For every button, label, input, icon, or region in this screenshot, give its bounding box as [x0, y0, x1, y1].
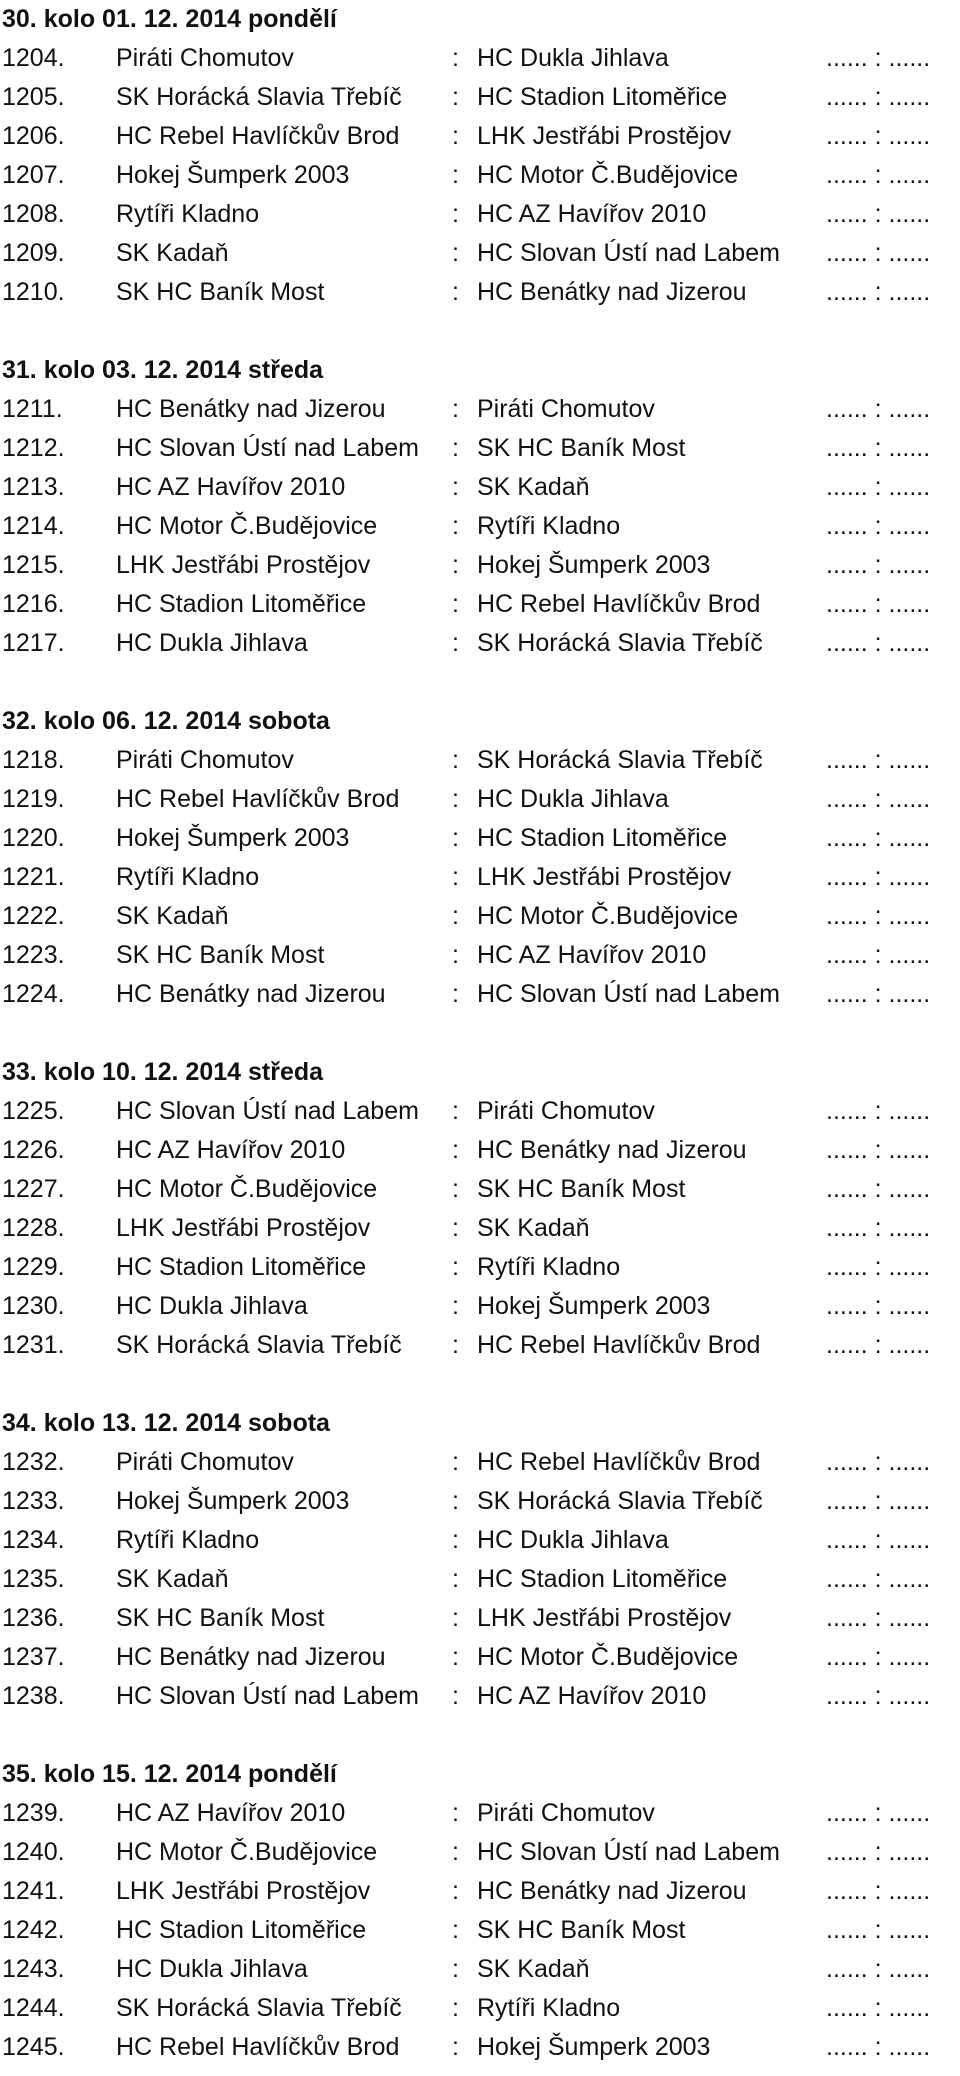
- away-team: LHK Jestřábi Prostějov: [477, 863, 732, 891]
- team-separator: :: [452, 1526, 459, 1554]
- team-separator: :: [452, 512, 459, 540]
- score-placeholder: ...... : ......: [826, 1448, 931, 1476]
- team-separator: :: [452, 1604, 459, 1632]
- home-team: HC AZ Havířov 2010: [116, 1799, 346, 1827]
- match-number: 1233.: [2, 1487, 65, 1515]
- score-placeholder: ...... : ......: [826, 44, 931, 72]
- match-row: [0, 1677, 960, 1716]
- score-placeholder: ...... : ......: [826, 200, 931, 228]
- home-team: SK HC Baník Most: [116, 1604, 325, 1632]
- away-team: Piráti Chomutov: [477, 395, 655, 423]
- match-number: 1220.: [2, 824, 65, 852]
- match-number: 1238.: [2, 1682, 65, 1710]
- match-row: [0, 1248, 960, 1287]
- team-separator: :: [452, 278, 459, 306]
- home-team: HC Dukla Jihlava: [116, 1292, 308, 1320]
- match-row: [0, 234, 960, 273]
- away-team: Hokej Šumperk 2003: [477, 551, 711, 579]
- match-row: [0, 1209, 960, 1248]
- score-placeholder: ...... : ......: [826, 863, 931, 891]
- match-number: 1218.: [2, 746, 65, 774]
- home-team: SK HC Baník Most: [116, 278, 325, 306]
- away-team: HC AZ Havířov 2010: [477, 200, 707, 228]
- home-team: HC Dukla Jihlava: [116, 1955, 308, 1983]
- home-team: HC Rebel Havlíčkův Brod: [116, 122, 400, 150]
- home-team: HC Motor Č.Budějovice: [116, 1175, 378, 1203]
- away-team: HC Dukla Jihlava: [477, 785, 669, 813]
- away-team: Hokej Šumperk 2003: [477, 2033, 711, 2061]
- round-header: 34. kolo 13. 12. 2014 sobota: [2, 1409, 330, 1437]
- home-team: HC Stadion Litoměřice: [116, 1253, 367, 1281]
- match-row: [0, 2028, 960, 2067]
- round-spacer: [0, 663, 960, 702]
- match-row: [0, 117, 960, 156]
- home-team: Hokej Šumperk 2003: [116, 161, 350, 189]
- home-team: Piráti Chomutov: [116, 746, 294, 774]
- away-team: SK Kadaň: [477, 1214, 590, 1242]
- team-separator: :: [452, 161, 459, 189]
- score-placeholder: ...... : ......: [826, 1175, 931, 1203]
- score-placeholder: ...... : ......: [826, 434, 931, 462]
- home-team: Hokej Šumperk 2003: [116, 824, 350, 852]
- score-placeholder: ...... : ......: [826, 1955, 931, 1983]
- team-separator: :: [452, 1097, 459, 1125]
- home-team: HC Rebel Havlíčkův Brod: [116, 2033, 400, 2061]
- away-team: LHK Jestřábi Prostějov: [477, 1604, 732, 1632]
- team-separator: :: [452, 473, 459, 501]
- away-team: Rytíři Kladno: [477, 512, 621, 540]
- match-number: 1215.: [2, 551, 65, 579]
- match-number: 1207.: [2, 161, 65, 189]
- match-row: [0, 1092, 960, 1131]
- team-separator: :: [452, 590, 459, 618]
- score-placeholder: ...... : ......: [826, 785, 931, 813]
- match-row: [0, 1521, 960, 1560]
- away-team: SK HC Baník Most: [477, 1916, 686, 1944]
- match-row: [0, 156, 960, 195]
- match-row: [0, 429, 960, 468]
- away-team: HC Motor Č.Budějovice: [477, 902, 739, 930]
- away-team: SK Horácká Slavia Třebíč: [477, 1487, 763, 1515]
- match-row: [0, 1326, 960, 1365]
- match-row: [0, 468, 960, 507]
- team-separator: :: [452, 863, 459, 891]
- match-row: [0, 975, 960, 1014]
- match-row: [0, 1872, 960, 1911]
- score-placeholder: ...... : ......: [826, 278, 931, 306]
- round-header: 33. kolo 10. 12. 2014 středa: [2, 1058, 324, 1086]
- match-number: 1231.: [2, 1331, 65, 1359]
- score-placeholder: ...... : ......: [826, 239, 931, 267]
- match-row: [0, 39, 960, 78]
- team-separator: :: [452, 824, 459, 852]
- home-team: HC Dukla Jihlava: [116, 629, 308, 657]
- score-placeholder: ...... : ......: [826, 1799, 931, 1827]
- team-separator: :: [452, 1994, 459, 2022]
- away-team: HC Benátky nad Jizerou: [477, 1877, 747, 1905]
- match-number: 1212.: [2, 434, 65, 462]
- score-placeholder: ...... : ......: [826, 1136, 931, 1164]
- match-row: [0, 1794, 960, 1833]
- away-team: HC Motor Č.Budějovice: [477, 1643, 739, 1671]
- team-separator: :: [452, 395, 459, 423]
- team-separator: :: [452, 1331, 459, 1359]
- round-header: 32. kolo 06. 12. 2014 sobota: [2, 707, 330, 735]
- away-team: HC Slovan Ústí nad Labem: [477, 1838, 780, 1866]
- score-placeholder: ...... : ......: [826, 1214, 931, 1242]
- match-row: [0, 507, 960, 546]
- score-placeholder: ...... : ......: [826, 1916, 931, 1944]
- away-team: Piráti Chomutov: [477, 1097, 655, 1125]
- match-number: 1217.: [2, 629, 65, 657]
- away-team: HC Stadion Litoměřice: [477, 824, 728, 852]
- home-team: HC Benátky nad Jizerou: [116, 980, 386, 1008]
- round-spacer: [0, 1365, 960, 1404]
- match-number: 1239.: [2, 1799, 65, 1827]
- away-team: Hokej Šumperk 2003: [477, 1292, 711, 1320]
- match-number: 1211.: [2, 395, 63, 423]
- match-number: 1223.: [2, 941, 65, 969]
- home-team: HC Motor Č.Budějovice: [116, 512, 378, 540]
- team-separator: :: [452, 1916, 459, 1944]
- team-separator: :: [452, 1877, 459, 1905]
- match-number: 1244.: [2, 1994, 65, 2022]
- team-separator: :: [452, 200, 459, 228]
- home-team: LHK Jestřábi Prostějov: [116, 551, 371, 579]
- match-number: 1226.: [2, 1136, 65, 1164]
- match-row: [0, 624, 960, 663]
- team-separator: :: [452, 2033, 459, 2061]
- home-team: LHK Jestřábi Prostějov: [116, 1877, 371, 1905]
- match-row: [0, 1638, 960, 1677]
- away-team: SK Kadaň: [477, 473, 590, 501]
- match-row: [0, 741, 960, 780]
- team-separator: :: [452, 1565, 459, 1593]
- match-row: [0, 936, 960, 975]
- team-separator: :: [452, 980, 459, 1008]
- score-placeholder: ...... : ......: [826, 161, 931, 189]
- round-section: [0, 0, 960, 312]
- match-number: 1210.: [2, 278, 65, 306]
- away-team: HC AZ Havířov 2010: [477, 1682, 707, 1710]
- team-separator: :: [452, 902, 459, 930]
- away-team: HC Slovan Ústí nad Labem: [477, 980, 780, 1008]
- home-team: Hokej Šumperk 2003: [116, 1487, 350, 1515]
- score-placeholder: ...... : ......: [826, 1565, 931, 1593]
- match-number: 1222.: [2, 902, 65, 930]
- match-number: 1230.: [2, 1292, 65, 1320]
- match-row: [0, 897, 960, 936]
- score-placeholder: ...... : ......: [826, 551, 931, 579]
- score-placeholder: ...... : ......: [826, 902, 931, 930]
- match-number: 1245.: [2, 2033, 65, 2061]
- away-team: SK Horácká Slavia Třebíč: [477, 746, 763, 774]
- match-row: [0, 273, 960, 312]
- score-placeholder: ...... : ......: [826, 1877, 931, 1905]
- team-separator: :: [452, 1643, 459, 1671]
- score-placeholder: ...... : ......: [826, 1331, 931, 1359]
- team-separator: :: [452, 1214, 459, 1242]
- match-row: [0, 1950, 960, 1989]
- match-row: [0, 1482, 960, 1521]
- team-separator: :: [452, 1487, 459, 1515]
- home-team: HC Stadion Litoměřice: [116, 1916, 367, 1944]
- team-separator: :: [452, 83, 459, 111]
- away-team: Rytíři Kladno: [477, 1253, 621, 1281]
- home-team: SK Horácká Slavia Třebíč: [116, 1994, 402, 2022]
- team-separator: :: [452, 1682, 459, 1710]
- match-number: 1216.: [2, 590, 65, 618]
- team-separator: :: [452, 551, 459, 579]
- home-team: HC Slovan Ústí nad Labem: [116, 434, 419, 462]
- home-team: SK Horácká Slavia Třebíč: [116, 1331, 402, 1359]
- home-team: SK Kadaň: [116, 1565, 229, 1593]
- away-team: HC Rebel Havlíčkův Brod: [477, 590, 761, 618]
- round-section: [0, 351, 960, 663]
- round-section: [0, 1404, 960, 1716]
- team-separator: :: [452, 1136, 459, 1164]
- away-team: HC Dukla Jihlava: [477, 1526, 669, 1554]
- round-header: 31. kolo 03. 12. 2014 středa: [2, 356, 324, 384]
- home-team: Rytíři Kladno: [116, 863, 260, 891]
- match-row: [0, 1131, 960, 1170]
- match-number: 1213.: [2, 473, 65, 501]
- away-team: Rytíři Kladno: [477, 1994, 621, 2022]
- score-placeholder: ...... : ......: [826, 1643, 931, 1671]
- away-team: SK Kadaň: [477, 1955, 590, 1983]
- score-placeholder: ...... : ......: [826, 824, 931, 852]
- score-placeholder: ...... : ......: [826, 1838, 931, 1866]
- score-placeholder: ...... : ......: [826, 1097, 931, 1125]
- home-team: Piráti Chomutov: [116, 44, 294, 72]
- home-team: HC AZ Havířov 2010: [116, 1136, 346, 1164]
- round-header: 35. kolo 15. 12. 2014 pondělí: [2, 1760, 337, 1788]
- away-team: HC Stadion Litoměřice: [477, 1565, 728, 1593]
- away-team: HC AZ Havířov 2010: [477, 941, 707, 969]
- match-row: [0, 390, 960, 429]
- match-number: 1224.: [2, 980, 65, 1008]
- match-row: [0, 1989, 960, 2028]
- match-number: 1243.: [2, 1955, 65, 1983]
- away-team: HC Stadion Litoměřice: [477, 83, 728, 111]
- round-section: [0, 1053, 960, 1365]
- team-separator: :: [452, 1799, 459, 1827]
- home-team: SK Kadaň: [116, 239, 229, 267]
- score-placeholder: ...... : ......: [826, 473, 931, 501]
- away-team: HC Slovan Ústí nad Labem: [477, 239, 780, 267]
- team-separator: :: [452, 1292, 459, 1320]
- match-row: [0, 780, 960, 819]
- round-section: [0, 1755, 960, 2067]
- match-number: 1228.: [2, 1214, 65, 1242]
- match-row: [0, 585, 960, 624]
- match-row: [0, 1443, 960, 1482]
- away-team: HC Rebel Havlíčkův Brod: [477, 1331, 761, 1359]
- home-team: HC Rebel Havlíčkův Brod: [116, 785, 400, 813]
- score-placeholder: ...... : ......: [826, 512, 931, 540]
- match-number: 1232.: [2, 1448, 65, 1476]
- score-placeholder: ...... : ......: [826, 1292, 931, 1320]
- team-separator: :: [452, 1448, 459, 1476]
- match-row: [0, 1599, 960, 1638]
- team-separator: :: [452, 1175, 459, 1203]
- match-row: [0, 1911, 960, 1950]
- match-number: 1204.: [2, 44, 65, 72]
- home-team: HC AZ Havířov 2010: [116, 473, 346, 501]
- round-spacer: [0, 1014, 960, 1053]
- match-number: 1219.: [2, 785, 65, 813]
- match-number: 1221.: [2, 863, 65, 891]
- match-row: [0, 1170, 960, 1209]
- team-separator: :: [452, 434, 459, 462]
- home-team: HC Slovan Ústí nad Labem: [116, 1097, 419, 1125]
- match-number: 1235.: [2, 1565, 65, 1593]
- score-placeholder: ...... : ......: [826, 1526, 931, 1554]
- match-number: 1208.: [2, 200, 65, 228]
- match-number: 1234.: [2, 1526, 65, 1554]
- match-number: 1229.: [2, 1253, 65, 1281]
- match-number: 1227.: [2, 1175, 65, 1203]
- away-team: HC Rebel Havlíčkův Brod: [477, 1448, 761, 1476]
- match-row: [0, 1287, 960, 1326]
- team-separator: :: [452, 122, 459, 150]
- score-placeholder: ...... : ......: [826, 2033, 931, 2061]
- away-team: SK HC Baník Most: [477, 1175, 686, 1203]
- match-number: 1236.: [2, 1604, 65, 1632]
- match-row: [0, 1560, 960, 1599]
- home-team: HC Benátky nad Jizerou: [116, 1643, 386, 1671]
- score-placeholder: ...... : ......: [826, 395, 931, 423]
- team-separator: :: [452, 785, 459, 813]
- home-team: Piráti Chomutov: [116, 1448, 294, 1476]
- away-team: Piráti Chomutov: [477, 1799, 655, 1827]
- match-number: 1209.: [2, 239, 65, 267]
- home-team: Rytíři Kladno: [116, 200, 260, 228]
- team-separator: :: [452, 1838, 459, 1866]
- away-team: SK HC Baník Most: [477, 434, 686, 462]
- home-team: HC Benátky nad Jizerou: [116, 395, 386, 423]
- home-team: Rytíři Kladno: [116, 1526, 260, 1554]
- score-placeholder: ...... : ......: [826, 1994, 931, 2022]
- score-placeholder: ...... : ......: [826, 980, 931, 1008]
- home-team: SK HC Baník Most: [116, 941, 325, 969]
- match-row: [0, 546, 960, 585]
- match-row: [0, 78, 960, 117]
- home-team: HC Motor Č.Budějovice: [116, 1838, 378, 1866]
- score-placeholder: ...... : ......: [826, 941, 931, 969]
- score-placeholder: ...... : ......: [826, 1604, 931, 1632]
- score-placeholder: ...... : ......: [826, 122, 931, 150]
- away-team: HC Dukla Jihlava: [477, 44, 669, 72]
- away-team: HC Benátky nad Jizerou: [477, 278, 747, 306]
- team-separator: :: [452, 1253, 459, 1281]
- score-placeholder: ...... : ......: [826, 590, 931, 618]
- home-team: LHK Jestřábi Prostějov: [116, 1214, 371, 1242]
- home-team: SK Horácká Slavia Třebíč: [116, 83, 402, 111]
- score-placeholder: ...... : ......: [826, 1682, 931, 1710]
- match-number: 1214.: [2, 512, 65, 540]
- team-separator: :: [452, 44, 459, 72]
- round-spacer: [0, 312, 960, 351]
- match-number: 1237.: [2, 1643, 65, 1671]
- home-team: HC Slovan Ústí nad Labem: [116, 1682, 419, 1710]
- match-row: [0, 858, 960, 897]
- score-placeholder: ...... : ......: [826, 1487, 931, 1515]
- score-placeholder: ...... : ......: [826, 629, 931, 657]
- home-team: SK Kadaň: [116, 902, 229, 930]
- score-placeholder: ...... : ......: [826, 83, 931, 111]
- team-separator: :: [452, 239, 459, 267]
- match-number: 1225.: [2, 1097, 65, 1125]
- round-spacer: [0, 1716, 960, 1755]
- score-placeholder: ...... : ......: [826, 1253, 931, 1281]
- match-row: [0, 1833, 960, 1872]
- match-number: 1241.: [2, 1877, 65, 1905]
- away-team: LHK Jestřábi Prostějov: [477, 122, 732, 150]
- score-placeholder: ...... : ......: [826, 746, 931, 774]
- match-number: 1206.: [2, 122, 65, 150]
- home-team: HC Stadion Litoměřice: [116, 590, 367, 618]
- match-row: [0, 195, 960, 234]
- round-header: 30. kolo 01. 12. 2014 pondělí: [2, 5, 337, 33]
- round-section: [0, 702, 960, 1014]
- team-separator: :: [452, 629, 459, 657]
- away-team: HC Motor Č.Budějovice: [477, 161, 739, 189]
- match-number: 1242.: [2, 1916, 65, 1944]
- team-separator: :: [452, 1955, 459, 1983]
- match-row: [0, 819, 960, 858]
- match-number: 1205.: [2, 83, 65, 111]
- match-number: 1240.: [2, 1838, 65, 1866]
- away-team: HC Benátky nad Jizerou: [477, 1136, 747, 1164]
- away-team: SK Horácká Slavia Třebíč: [477, 629, 763, 657]
- team-separator: :: [452, 941, 459, 969]
- team-separator: :: [452, 746, 459, 774]
